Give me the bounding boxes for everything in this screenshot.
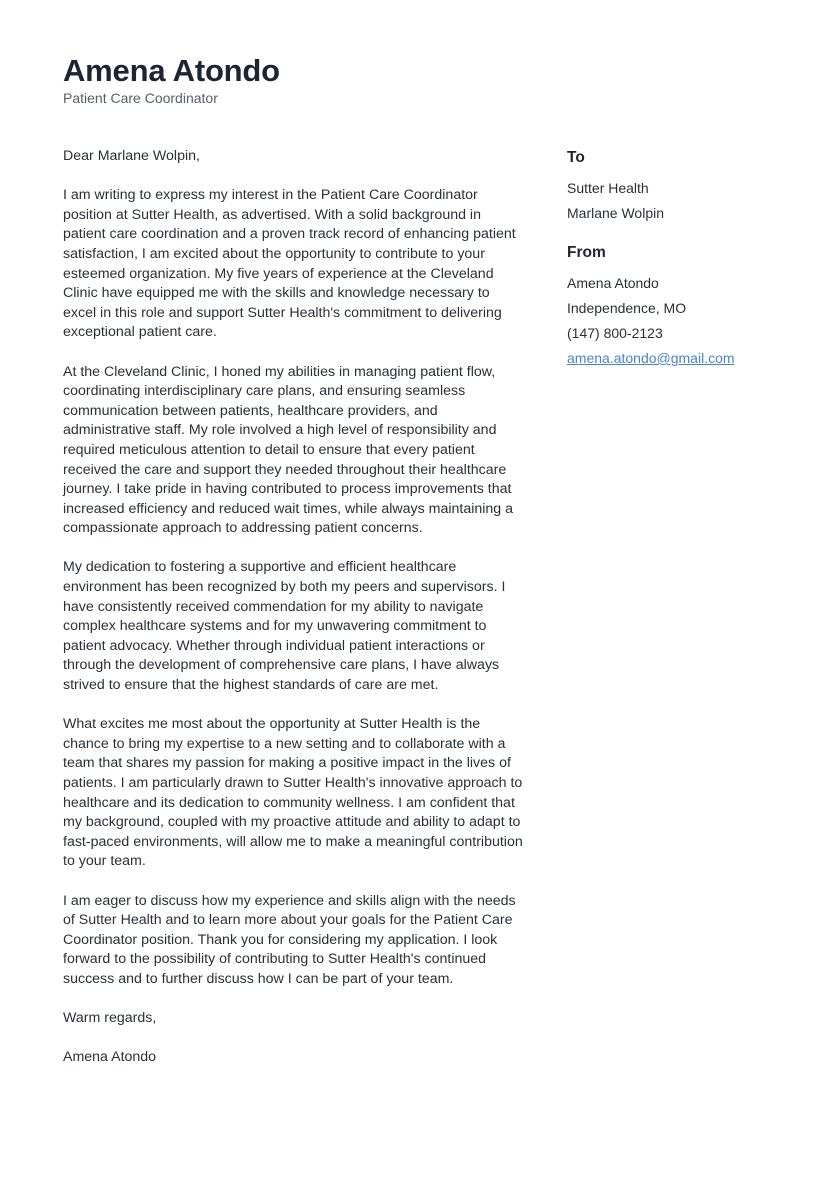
header xyxy=(63,52,763,106)
letter-body xyxy=(63,147,525,1088)
recipient-name: Marlane Wolpin xyxy=(567,205,665,221)
letter-greeting: Dear Marlane Wolpin, xyxy=(63,148,200,164)
letter-closing: Warm regards, xyxy=(63,1010,157,1027)
letter-paragraph: What excites me most about the opportunity at Sutter Health is the chance to bring my expertise to a new setting and to collaborate with a team that shares my passion for making a positive impact in the lives of patients. I am particularly drawn to Sutter Health's innovative approach to healthcare and its dedication to community wellness. I am confident that my background, coupled with my proactive attitude and ability to adapt to fast-paced environments, will allow me to make a meaningful contribution to your team. xyxy=(63,716,523,870)
recipient-company: Sutter Health xyxy=(567,180,649,196)
to-section xyxy=(567,148,787,226)
to-details xyxy=(567,176,787,226)
from-heading: From xyxy=(567,244,606,261)
to-heading: To xyxy=(567,149,585,166)
letter-paragraph: At the Cleveland Clinic, I honed my abilities in managing patient flow, coordinating interdisciplinary care plans, and ensuring seamless communication between patients, healthcare providers, and administrative staff. My role involved a high level of responsibility and required meticulous attention to detail to ensure that every patient received the care and support they needed throughout their healthcare journey. I take pride in having contributed to process improvements that increased efficiency and reduced wait times, while always maintaining a compassionate approach to addressing patient concerns. xyxy=(63,363,514,537)
sender-email-link[interactable]: amena.atondo@gmail.com xyxy=(567,350,735,366)
letter-paragraph: I am eager to discuss how my experience and skills align with the needs of Sutter Health and to learn more about your goals for the Patient Care Coordinator position. Thank you for considering my application. I look forward to the possibility of contributing to Sutter Health's continued success and to further discuss how I can be part of your team. xyxy=(63,892,516,987)
from-details xyxy=(567,271,787,371)
sender-location: Independence, MO xyxy=(567,300,687,316)
letter-signature: Amena Atondo xyxy=(63,1049,157,1066)
sender-phone: (147) 800-2123 xyxy=(567,325,663,341)
applicant-name: Amena Atondo xyxy=(63,53,280,88)
letter-paragraph: I am writing to express my interest in the Patient Care Coordinator position at Sutter Health, as advertised. With a solid background in patient care coordination and a proven track record of enhancing patient satisfaction, I am excited about the opportunity to contribute to your esteemed organization. My five years of experience at the Cleveland Clinic have equipped me with the skills and knowledge necessary to excel in this role and support Sutter Health's commitment to delivering exceptional patient care. xyxy=(63,187,516,341)
sidebar xyxy=(567,148,787,388)
sender-name: Amena Atondo xyxy=(567,275,659,291)
letter-paragraph: My dedication to fostering a supportive and efficient healthcare environment has been recognized by both my peers and supervisors. I have consistently received commendation for my ability to navigate complex healthcare systems and for my unwavering commitment to patient advocacy. Whether through individual patient interactions or through the development of comprehensive care plans, I have always strived to ensure that the highest standards of care are met. xyxy=(63,559,506,694)
from-section xyxy=(567,243,787,371)
applicant-title: Patient Care Coordinator xyxy=(63,90,218,106)
